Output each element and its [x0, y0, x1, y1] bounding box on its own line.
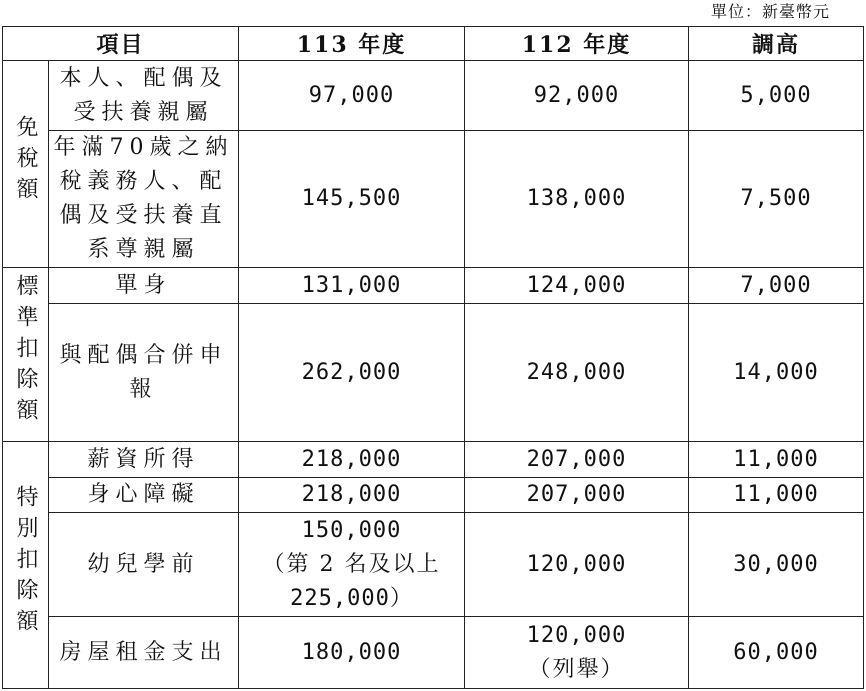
value-diff: 14,000	[689, 304, 864, 442]
value-diff: 7,500	[689, 131, 864, 268]
value-line: 131,000	[301, 272, 402, 298]
group-special	[3, 442, 49, 689]
item-line: 與配偶合併申	[59, 342, 228, 368]
value-line: 225,000）	[290, 585, 413, 611]
header-diff: 調高	[689, 27, 864, 61]
value-diff: 5,000	[689, 61, 864, 131]
table-row	[3, 131, 864, 268]
value-note: （第 2 名及以上	[262, 551, 441, 577]
item-line: 系尊親屬	[87, 237, 200, 262]
group-standard	[3, 268, 49, 442]
item-cell	[49, 268, 239, 304]
table-row	[3, 478, 864, 513]
value-line: 124,000	[526, 272, 627, 298]
value-113	[239, 268, 465, 304]
value-112	[465, 442, 689, 478]
value-note: （列舉）	[528, 656, 625, 682]
value-112	[465, 304, 689, 442]
value-line: 150,000	[301, 517, 402, 543]
value-line: 180,000	[301, 639, 402, 665]
value-line: 120,000	[526, 622, 627, 648]
header-113: 113 年度	[239, 27, 465, 61]
value-line: 218,000	[301, 446, 402, 472]
value-112	[465, 131, 689, 268]
table-row	[3, 61, 864, 131]
value-diff: 7,000	[689, 268, 864, 304]
item-line: 單身	[115, 272, 172, 298]
table-row	[3, 304, 864, 442]
item-cell	[49, 61, 239, 131]
group-label: 標準扣除額	[13, 274, 38, 429]
header-112: 112 年度	[465, 27, 689, 61]
group-label: 免稅額	[13, 114, 38, 208]
item-cell	[49, 513, 239, 617]
value-113	[239, 617, 465, 689]
value-line: 120,000	[526, 551, 627, 577]
value-line: 145,500	[301, 186, 402, 211]
value-113	[239, 61, 465, 131]
value-line: 262,000	[301, 359, 402, 385]
table-row	[3, 617, 864, 689]
value-112	[465, 478, 689, 513]
item-cell	[49, 617, 239, 689]
value-113	[239, 513, 465, 617]
value-line: 248,000	[526, 359, 627, 385]
value-diff: 30,000	[689, 513, 864, 617]
item-line: 身心障礙	[87, 482, 200, 507]
value-line: 97,000	[308, 82, 395, 108]
value-112	[465, 513, 689, 617]
item-line: 偶及受扶養直	[59, 203, 228, 228]
table-row	[3, 513, 864, 617]
value-112	[465, 617, 689, 689]
item-line: 受扶養親屬	[73, 99, 214, 125]
item-line: 稅義務人、配	[59, 169, 228, 194]
value-diff: 60,000	[689, 617, 864, 689]
item-line: 報	[129, 376, 158, 402]
value-line: 218,000	[301, 482, 402, 507]
item-cell	[49, 442, 239, 478]
item-line: 房屋租金支出	[59, 639, 228, 665]
table-row	[3, 268, 864, 304]
item-cell	[49, 131, 239, 268]
table-row	[3, 442, 864, 478]
value-diff: 11,000	[689, 442, 864, 478]
item-line: 本人、配偶及	[59, 65, 228, 91]
item-cell	[49, 478, 239, 513]
value-112	[465, 61, 689, 131]
group-exemption	[3, 61, 49, 268]
header-row	[3, 27, 864, 61]
value-line: 207,000	[526, 482, 627, 507]
value-line: 92,000	[533, 82, 620, 108]
item-line: 幼兒學前	[87, 551, 200, 577]
value-112	[465, 268, 689, 304]
value-line: 207,000	[526, 446, 627, 472]
item-line: 年滿70歲之納	[53, 135, 234, 160]
item-line: 薪資所得	[87, 446, 200, 472]
item-cell	[49, 304, 239, 442]
value-113	[239, 442, 465, 478]
value-113	[239, 304, 465, 442]
header-item: 項目	[3, 27, 239, 61]
value-diff: 11,000	[689, 478, 864, 513]
value-line: 138,000	[526, 186, 627, 211]
value-113	[239, 478, 465, 513]
unit-label: 單位：新臺幣元	[710, 2, 830, 21]
tax-table	[2, 26, 864, 689]
value-113	[239, 131, 465, 268]
group-label: 特別扣除額	[13, 484, 38, 640]
